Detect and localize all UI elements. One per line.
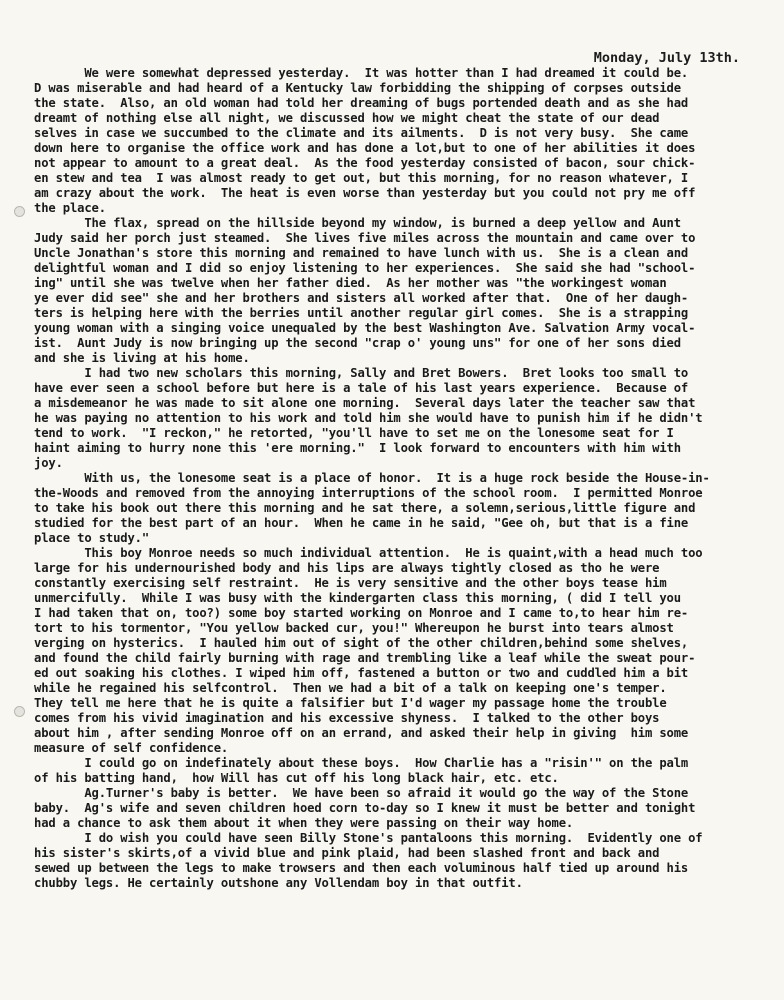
text-line: while he regained his selfcontrol. Then we had a bit of a talk on keeping one's temper. bbox=[34, 681, 667, 695]
text-line: studied for the best part of an hour. When he came in he said, "Gee oh, but that is a fine bbox=[34, 516, 689, 530]
text-line: unmercifully. While I was busy with the kindergarten class this morning, ( did I tell you bbox=[34, 591, 681, 605]
text-line: tend to work. "I reckon," he retorted, "you'll have to set me on the lonesome seat for I bbox=[34, 426, 674, 440]
text-line: The flax, spread on the hillside beyond my window, is burned a deep yellow and Aunt bbox=[34, 216, 681, 230]
text-line: ist. Aunt Judy is now bringing up the second "crap o' young uns" for one of her sons died bbox=[34, 336, 681, 350]
text-line: young woman with a singing voice unequaled by the best Washington Ave. Salvation Army vocal- bbox=[34, 321, 696, 335]
text-line: his sister's skirts,of a vivid blue and pink plaid, had been slashed front and back and bbox=[34, 846, 660, 860]
text-line: down here to organise the office work and has done a lot,but to one of her abilities it does bbox=[34, 141, 696, 155]
text-line: I do wish you could have seen Billy Stone's pantaloons this morning. Evidently one of bbox=[34, 831, 703, 845]
text-line: sewed up between the legs to make trowsers and then each voluminous half tied up around his bbox=[34, 861, 689, 875]
text-line: place to study." bbox=[34, 531, 149, 545]
text-line: tort to his tormentor, "You yellow backed cur, you!" Whereupon he burst into tears almost bbox=[34, 621, 674, 635]
punch-hole bbox=[14, 206, 25, 217]
text-line: D was miserable and had heard of a Kentucky law forbidding the shipping of corpses outside bbox=[34, 81, 681, 95]
text-line: joy. bbox=[34, 456, 63, 470]
text-line: chubby legs. He certainly outshone any Vollendam boy in that outfit. bbox=[34, 876, 523, 890]
letter-body bbox=[34, 66, 756, 906]
text-line: and she is living at his home. bbox=[34, 351, 250, 365]
text-line: the place. bbox=[34, 201, 106, 215]
text-line: ing" until she was twelve when her father died. As her mother was "the workingest woman bbox=[34, 276, 667, 290]
text-line: delightful woman and I did so enjoy listening to her experiences. She said she had "school- bbox=[34, 261, 696, 275]
text-line: This boy Monroe needs so much individual attention. He is quaint,with a head much too bbox=[34, 546, 703, 560]
text-line: selves in case we succumbed to the climate and its ailments. D is not very busy. She came bbox=[34, 126, 689, 140]
text-line: Ag.Turner's baby is better. We have been so afraid it would go the way of the Stone bbox=[34, 786, 689, 800]
text-line: to take his book out there this morning and he sat there, a solemn,serious,little figure and bbox=[34, 501, 696, 515]
text-line: With us, the lonesome seat is a place of honor. It is a huge rock beside the House-in- bbox=[34, 471, 710, 485]
text-line: he was paying no attention to his work and told him she would have to punish him if he didn't bbox=[34, 411, 703, 425]
text-line: ed out soaking his clothes. I wiped him off, fastened a button or two and cuddled him a bit bbox=[34, 666, 689, 680]
text-line: the-Woods and removed from the annoying interruptions of the school room. I permitted Monroe bbox=[34, 486, 703, 500]
text-line: the state. Also, an old woman had told her dreaming of bugs portended death and as she had bbox=[34, 96, 689, 110]
text-line: ye ever did see" she and her brothers and sisters all worked after that. One of her daugh- bbox=[34, 291, 689, 305]
text-line: had a chance to ask them about it when they were passing on their way home. bbox=[34, 816, 574, 830]
punch-hole bbox=[14, 706, 25, 717]
text-line: Uncle Jonathan's store this morning and remained to have lunch with us. She is a clean and bbox=[34, 246, 689, 260]
text-line: baby. Ag's wife and seven children hoed corn to-day so I knew it must be better and tonight bbox=[34, 801, 696, 815]
text-line: of his batting hand, how Will has cut off his long black hair, etc. etc. bbox=[34, 771, 559, 785]
text-line bbox=[34, 891, 756, 906]
text-line: large for his undernourished body and his lips are always tightly closed as tho he were bbox=[34, 561, 660, 575]
text-line: verging on hysterics. I hauled him out of sight of the other children,behind some shelves, bbox=[34, 636, 689, 650]
text-line: I could go on indefinately about these boys. How Charlie has a "risin'" on the palm bbox=[34, 756, 689, 770]
text-line: comes from his vivid imagination and his excessive shyness. I talked to the other boys bbox=[34, 711, 660, 725]
text-line: Judy said her porch just steamed. She lives five miles across the mountain and came over to bbox=[34, 231, 696, 245]
text-line: about him , after sending Monroe off on an errand, and asked their help in giving him some bbox=[34, 726, 689, 740]
text-line: I had two new scholars this morning, Sally and Bret Bowers. Bret looks too small to bbox=[34, 366, 689, 380]
text-line: We were somewhat depressed yesterday. It was hotter than I had dreamed it could be. bbox=[34, 66, 689, 80]
text-line: am crazy about the work. The heat is even worse than yesterday but you could not pry me off bbox=[34, 186, 696, 200]
text-line: en stew and tea I was almost ready to get out, but this morning, for no reason whatever, I bbox=[34, 171, 689, 185]
text-line: ters is helping here with the berries until another regular girl comes. She is a strapping bbox=[34, 306, 689, 320]
text-line: They tell me here that he is quite a falsifier but I'd wager my passage home the trouble bbox=[34, 696, 667, 710]
text-line: measure of self confidence. bbox=[34, 741, 229, 755]
text-line: I had taken that on, too?) some boy started working on Monroe and I came to,to hear him re- bbox=[34, 606, 689, 620]
text-line: haint aiming to hurry none this 'ere morning." I look forward to encounters with him with bbox=[34, 441, 681, 455]
text-line: not appear to amount to a great deal. As the food yesterday consisted of bacon, sour chick- bbox=[34, 156, 696, 170]
text-line: and found the child fairly burning with rage and trembling like a leaf while the sweat pour- bbox=[34, 651, 696, 665]
text-line: constantly exercising self restraint. He is very sensitive and the other boys tease him bbox=[34, 576, 667, 590]
text-line: have ever seen a school before but here is a tale of his last years experience. Because of bbox=[34, 381, 689, 395]
text-line: dreamt of nothing else all night, we discussed how we might cheat the state of our dead bbox=[34, 111, 660, 125]
text-line: a misdemeanor he was made to sit alone one morning. Several days later the teacher saw that bbox=[34, 396, 696, 410]
letter-date: Monday, July 13th. bbox=[593, 50, 740, 66]
